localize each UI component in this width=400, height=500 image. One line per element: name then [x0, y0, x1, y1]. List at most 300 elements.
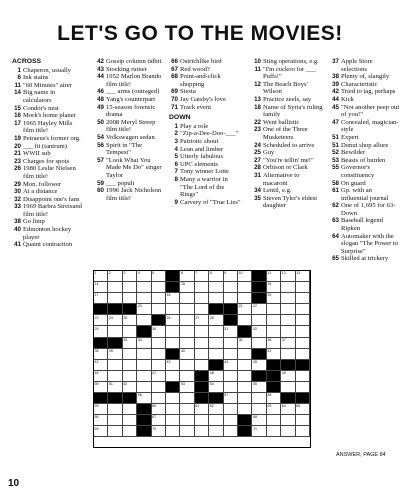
grid-cell[interactable] [94, 404, 108, 415]
clue-number: 49 [97, 103, 104, 111]
grid-cell[interactable] [166, 404, 180, 415]
cell-number: 42 [94, 359, 99, 364]
grid-cell[interactable] [123, 293, 137, 304]
grid-cell[interactable] [123, 382, 137, 393]
grid-cell[interactable] [267, 426, 281, 437]
cell-number: 48 [209, 371, 214, 376]
clue-text: Mon. follower [23, 180, 62, 188]
grid-cell[interactable] [180, 382, 194, 393]
grid-cell[interactable] [238, 349, 252, 360]
cell-number: 53 [180, 382, 185, 387]
cell-number: 10 [238, 271, 243, 276]
grid-cell[interactable] [137, 315, 151, 326]
grid-cell[interactable] [152, 338, 166, 349]
clue-item [167, 176, 242, 199]
clue-text: ___ arms (outraged) [106, 88, 160, 96]
clue-number: 51 [332, 141, 339, 149]
clue-item [328, 157, 400, 165]
grid-cell[interactable] [123, 349, 137, 360]
cell-number: 63 [267, 404, 272, 409]
clue-number: 4 [174, 145, 178, 153]
clue-number: 40 [14, 226, 21, 234]
grid-cell[interactable] [94, 271, 108, 282]
grid-cell[interactable] [166, 426, 180, 437]
grid-cell[interactable] [137, 393, 151, 404]
grid-cell[interactable] [224, 271, 238, 282]
grid-cell[interactable] [296, 371, 310, 382]
clue-item [328, 164, 400, 179]
clue-item [250, 58, 324, 66]
grid-cell[interactable] [94, 315, 108, 326]
grid-cell[interactable] [166, 315, 180, 326]
grid-cell[interactable] [281, 315, 295, 326]
grid-cell[interactable] [152, 360, 166, 371]
grid-cell[interactable] [94, 426, 108, 437]
grid-cell[interactable] [281, 382, 295, 393]
across-heading: ACROSS [12, 58, 42, 65]
grid-cell[interactable] [108, 326, 122, 337]
crossword-grid[interactable] [93, 270, 311, 448]
grid-cell[interactable] [195, 360, 209, 371]
grid-cell[interactable] [180, 404, 194, 415]
grid-cell[interactable] [224, 371, 238, 382]
cell-number: 17 [94, 293, 99, 298]
clue-number: 52 [332, 149, 339, 157]
grid-block [195, 371, 209, 382]
grid-cell[interactable] [180, 293, 194, 304]
grid-cell[interactable] [166, 338, 180, 349]
grid-block [108, 304, 122, 315]
grid-cell[interactable] [281, 371, 295, 382]
grid-cell[interactable] [94, 326, 108, 337]
clue-text: Yang's counterpart [106, 95, 156, 103]
clue-item [167, 130, 242, 138]
clue-number: 1 [17, 66, 21, 74]
grid-cell[interactable] [224, 349, 238, 360]
grid-block [166, 271, 180, 282]
cell-number: 64 [281, 404, 286, 409]
grid-cell[interactable] [108, 382, 122, 393]
grid-cell[interactable] [152, 393, 166, 404]
clue-item [10, 82, 82, 90]
clue-item [250, 157, 324, 165]
grid-cell[interactable] [296, 349, 310, 360]
grid-cell[interactable] [238, 404, 252, 415]
clue-item [167, 96, 242, 104]
grid-cell[interactable] [123, 415, 137, 426]
grid-cell[interactable] [209, 415, 223, 426]
grid-cell[interactable] [108, 282, 122, 293]
grid-cell[interactable] [224, 326, 238, 337]
cell-number: 59 [94, 404, 99, 409]
grid-cell[interactable] [267, 282, 281, 293]
cell-number: 35 [238, 337, 243, 342]
grid-cell[interactable] [281, 338, 295, 349]
grid-cell[interactable] [123, 282, 137, 293]
grid-cell[interactable] [209, 326, 223, 337]
grid-cell[interactable] [296, 415, 310, 426]
clue-text: Petraeus's former org. [23, 134, 81, 142]
clue-number: 57 [97, 156, 104, 164]
grid-cell[interactable] [166, 326, 180, 337]
grid-cell[interactable] [137, 371, 151, 382]
clue-text: "Look What You Made Me Do" singer Taylor [106, 156, 162, 179]
grid-cell[interactable] [267, 293, 281, 304]
grid-cell[interactable] [123, 338, 137, 349]
grid-cell[interactable] [195, 326, 209, 337]
grid-cell[interactable] [238, 271, 252, 282]
clue-item [10, 188, 82, 196]
grid-cell[interactable] [94, 415, 108, 426]
grid-cell[interactable] [166, 360, 180, 371]
grid-block [108, 393, 122, 404]
clue-number: 44 [332, 95, 339, 103]
clue-number: 62 [332, 202, 339, 210]
grid-cell[interactable] [296, 326, 310, 337]
grid-cell[interactable] [137, 304, 151, 315]
grid-cell[interactable] [195, 404, 209, 415]
clue-text: Tony winner Lotte [180, 168, 229, 176]
clue-number: 70 [171, 95, 178, 103]
grid-cell[interactable] [224, 338, 238, 349]
grid-cell[interactable] [123, 326, 137, 337]
grid-cell[interactable] [252, 415, 266, 426]
grid-cell[interactable] [252, 315, 266, 326]
cell-number: 38 [94, 348, 99, 353]
grid-cell[interactable] [296, 271, 310, 282]
grid-cell[interactable] [137, 382, 151, 393]
grid-cell[interactable] [108, 415, 122, 426]
clue-number: 11 [14, 81, 21, 89]
clue-text: 1965 Hayley Mills film title! [23, 119, 73, 135]
grid-cell[interactable] [137, 271, 151, 282]
clue-number: 21 [14, 150, 21, 158]
grid-cell[interactable] [238, 382, 252, 393]
grid-cell[interactable] [252, 338, 266, 349]
grid-cell[interactable] [152, 415, 166, 426]
clue-item [328, 134, 400, 142]
grid-cell[interactable] [94, 371, 108, 382]
cell-number: 25 [123, 315, 128, 320]
cell-number: 13 [296, 271, 301, 276]
grid-cell[interactable] [281, 293, 295, 304]
clue-text: Orbison or Clark [263, 164, 308, 172]
clue-text: Ostrichlike bird [180, 58, 222, 65]
grid-cell[interactable] [137, 282, 151, 293]
cell-number: 20 [137, 304, 142, 309]
grid-cell[interactable] [152, 382, 166, 393]
clue-column-1 [10, 58, 82, 249]
grid-cell[interactable] [209, 315, 223, 326]
grid-cell[interactable] [166, 393, 180, 404]
grid-cell[interactable] [252, 382, 266, 393]
grid-cell[interactable] [137, 338, 151, 349]
grid-cell[interactable] [267, 304, 281, 315]
cell-number: 45 [252, 359, 257, 364]
grid-cell[interactable] [267, 326, 281, 337]
grid-cell[interactable] [123, 271, 137, 282]
grid-cell[interactable] [108, 293, 122, 304]
clue-text: Volkswagen sedan [106, 133, 155, 141]
grid-cell[interactable] [209, 426, 223, 437]
clue-text: Red wood? [180, 65, 210, 73]
grid-cell[interactable] [252, 326, 266, 337]
grid-cell[interactable] [166, 415, 180, 426]
grid-cell[interactable] [238, 338, 252, 349]
grid-cell[interactable] [166, 304, 180, 315]
grid-cell[interactable] [281, 404, 295, 415]
grid-cell[interactable] [94, 382, 108, 393]
grid-cell[interactable] [180, 304, 194, 315]
clue-item [250, 172, 324, 187]
clue-item [328, 88, 400, 96]
grid-cell[interactable] [180, 360, 194, 371]
grid-cell[interactable] [281, 282, 295, 293]
grid-cell[interactable] [94, 293, 108, 304]
clue-text: Steven Tyler's eldest daughter [263, 194, 318, 210]
clue-number: 27 [254, 156, 261, 164]
grid-cell[interactable] [209, 371, 223, 382]
grid-cell[interactable] [195, 293, 209, 304]
cell-number: 44 [224, 359, 229, 364]
grid-cell[interactable] [195, 349, 209, 360]
grid-cell[interactable] [224, 293, 238, 304]
grid-cell[interactable] [94, 360, 108, 371]
grid-cell[interactable] [267, 349, 281, 360]
grid-cell[interactable] [238, 282, 252, 293]
clue-number: 59 [97, 179, 104, 187]
grid-cell[interactable] [94, 282, 108, 293]
clue-item [10, 181, 82, 189]
grid-cell[interactable] [296, 426, 310, 437]
grid-cell[interactable] [123, 404, 137, 415]
grid-cell[interactable] [180, 393, 194, 404]
grid-cell[interactable] [195, 338, 209, 349]
grid-cell[interactable] [224, 415, 238, 426]
clue-item [10, 165, 82, 180]
grid-cell[interactable] [281, 415, 295, 426]
clue-number: 42 [97, 58, 104, 65]
grid-cell[interactable] [180, 415, 194, 426]
grid-cell[interactable] [180, 426, 194, 437]
clue-text: Gossip column tidbit [106, 58, 162, 65]
grid-cell[interactable] [267, 415, 281, 426]
grid-cell[interactable] [152, 282, 166, 293]
clue-number: 46 [97, 88, 104, 96]
grid-cell[interactable] [166, 371, 180, 382]
grid-cell[interactable] [180, 338, 194, 349]
grid-cell[interactable] [195, 304, 209, 315]
clue-list [10, 58, 398, 270]
clue-text: Mork's home planet [23, 112, 76, 120]
clue-item [328, 217, 400, 232]
grid-cell[interactable] [152, 271, 166, 282]
grid-cell[interactable] [152, 426, 166, 437]
clue-text: Siesta [180, 88, 196, 96]
grid-cell[interactable] [195, 271, 209, 282]
clue-number: 35 [254, 194, 261, 202]
grid-cell[interactable] [108, 404, 122, 415]
clue-column-3 [167, 58, 242, 206]
clue-text: Characteristic [341, 80, 378, 88]
grid-cell[interactable] [108, 426, 122, 437]
grid-cell[interactable] [267, 271, 281, 282]
clue-number: 26 [14, 165, 21, 173]
grid-cell[interactable] [224, 382, 238, 393]
clue-text: Edmonton hockey player [23, 226, 72, 241]
grid-cell[interactable] [137, 349, 151, 360]
grid-cell[interactable] [108, 315, 122, 326]
grid-cell[interactable] [123, 315, 137, 326]
page-title: LET'S GO TO THE MOVIES! [57, 22, 343, 45]
grid-cell[interactable] [180, 271, 194, 282]
grid-cell[interactable] [209, 349, 223, 360]
cell-number: 60 [152, 404, 157, 409]
grid-cell[interactable] [137, 293, 151, 304]
grid-cell[interactable] [195, 315, 209, 326]
grid-cell[interactable] [108, 271, 122, 282]
grid-cell[interactable] [296, 293, 310, 304]
grid-cell[interactable] [180, 371, 194, 382]
grid-block [209, 304, 223, 315]
clue-item [328, 149, 400, 157]
clue-text: At a distance [23, 188, 58, 196]
grid-block [252, 271, 266, 282]
grid-cell[interactable] [224, 282, 238, 293]
grid-cell[interactable] [123, 426, 137, 437]
clue-item [10, 89, 82, 104]
cell-number: 5 [152, 271, 155, 276]
grid-cell[interactable] [166, 293, 180, 304]
grid-cell[interactable] [281, 326, 295, 337]
clue-number: 69 [171, 88, 178, 96]
grid-block [238, 326, 252, 337]
grid-cell[interactable] [94, 349, 108, 360]
grid-cell[interactable] [152, 326, 166, 337]
grid-cell[interactable] [252, 304, 266, 315]
clue-number: 44 [97, 73, 104, 81]
grid-cell[interactable] [267, 393, 281, 404]
clue-number: 47 [332, 118, 339, 126]
clue-number: 68 [171, 73, 178, 81]
clue-item [10, 135, 82, 143]
clue-item [328, 104, 400, 119]
grid-cell[interactable] [296, 338, 310, 349]
grid-block [238, 415, 252, 426]
grid-cell[interactable] [238, 371, 252, 382]
clue-item [93, 88, 165, 96]
grid-cell[interactable] [224, 393, 238, 404]
grid-cell[interactable] [267, 315, 281, 326]
clue-number: 8 [174, 175, 178, 183]
grid-cell[interactable] [195, 415, 209, 426]
grid-cell[interactable] [152, 304, 166, 315]
grid-cell[interactable] [137, 360, 151, 371]
grid-cell[interactable] [296, 304, 310, 315]
cell-number: 31 [224, 326, 229, 331]
grid-cell[interactable] [108, 360, 122, 371]
grid-cell[interactable] [195, 426, 209, 437]
cell-number: 61 [195, 404, 200, 409]
clue-item [10, 158, 82, 166]
grid-cell[interactable] [238, 293, 252, 304]
grid-cell[interactable] [180, 282, 194, 293]
grid-cell[interactable] [238, 315, 252, 326]
cell-number: 71 [252, 426, 257, 431]
grid-cell[interactable] [281, 271, 295, 282]
grid-cell[interactable] [180, 349, 194, 360]
grid-cell[interactable] [296, 282, 310, 293]
grid-cell[interactable] [224, 404, 238, 415]
cell-number: 41 [267, 348, 272, 353]
clue-text: "You're tellin' me!" [263, 156, 314, 164]
grid-cell[interactable] [123, 360, 137, 371]
clue-number: 14 [14, 89, 21, 97]
clue-number: 3 [174, 137, 178, 145]
clue-item [10, 67, 82, 75]
grid-cell[interactable] [281, 304, 295, 315]
clue-item [250, 119, 324, 127]
grid-cell[interactable] [209, 338, 223, 349]
grid-cell[interactable] [180, 326, 194, 337]
grid-cell[interactable] [252, 404, 266, 415]
grid-cell[interactable] [195, 282, 209, 293]
grid-cell[interactable] [108, 371, 122, 382]
grid-cell[interactable] [209, 404, 223, 415]
page-number: 10 [8, 478, 20, 489]
grid-cell[interactable] [108, 349, 122, 360]
clue-item [10, 218, 82, 226]
grid-cell[interactable] [296, 382, 310, 393]
grid-cell[interactable] [209, 382, 223, 393]
grid-cell[interactable] [252, 426, 266, 437]
grid-row [94, 338, 310, 349]
grid-cell[interactable] [152, 293, 166, 304]
grid-cell[interactable] [224, 360, 238, 371]
grid-cell[interactable] [224, 426, 238, 437]
clue-item [328, 233, 400, 256]
grid-cell[interactable] [209, 293, 223, 304]
grid-cell[interactable] [267, 404, 281, 415]
grid-cell[interactable] [238, 360, 252, 371]
grid-cell[interactable] [123, 371, 137, 382]
grid-cell[interactable] [252, 393, 266, 404]
grid-cell[interactable] [238, 393, 252, 404]
grid-block [137, 404, 151, 415]
grid-cell[interactable] [152, 349, 166, 360]
grid-cell[interactable] [281, 349, 295, 360]
clue-item [10, 241, 82, 249]
clue-text: On guard [341, 179, 366, 187]
grid-cell[interactable] [152, 371, 166, 382]
clue-number: 65 [332, 255, 339, 263]
grid-cell[interactable] [238, 304, 252, 315]
grid-cell[interactable] [296, 315, 310, 326]
grid-cell[interactable] [267, 338, 281, 349]
grid-cell[interactable] [152, 404, 166, 415]
grid-row [94, 360, 310, 371]
grid-cell[interactable] [296, 404, 310, 415]
clue-item [10, 143, 82, 151]
grid-cell[interactable] [180, 315, 194, 326]
grid-cell[interactable] [252, 360, 266, 371]
grid-cell[interactable] [281, 426, 295, 437]
clue-number: 19 [14, 134, 21, 142]
clue-text: 1969 Barbra Streisand film title! [23, 203, 82, 218]
grid-cell[interactable] [209, 271, 223, 282]
grid-cell[interactable] [209, 282, 223, 293]
clue-item [328, 180, 400, 188]
